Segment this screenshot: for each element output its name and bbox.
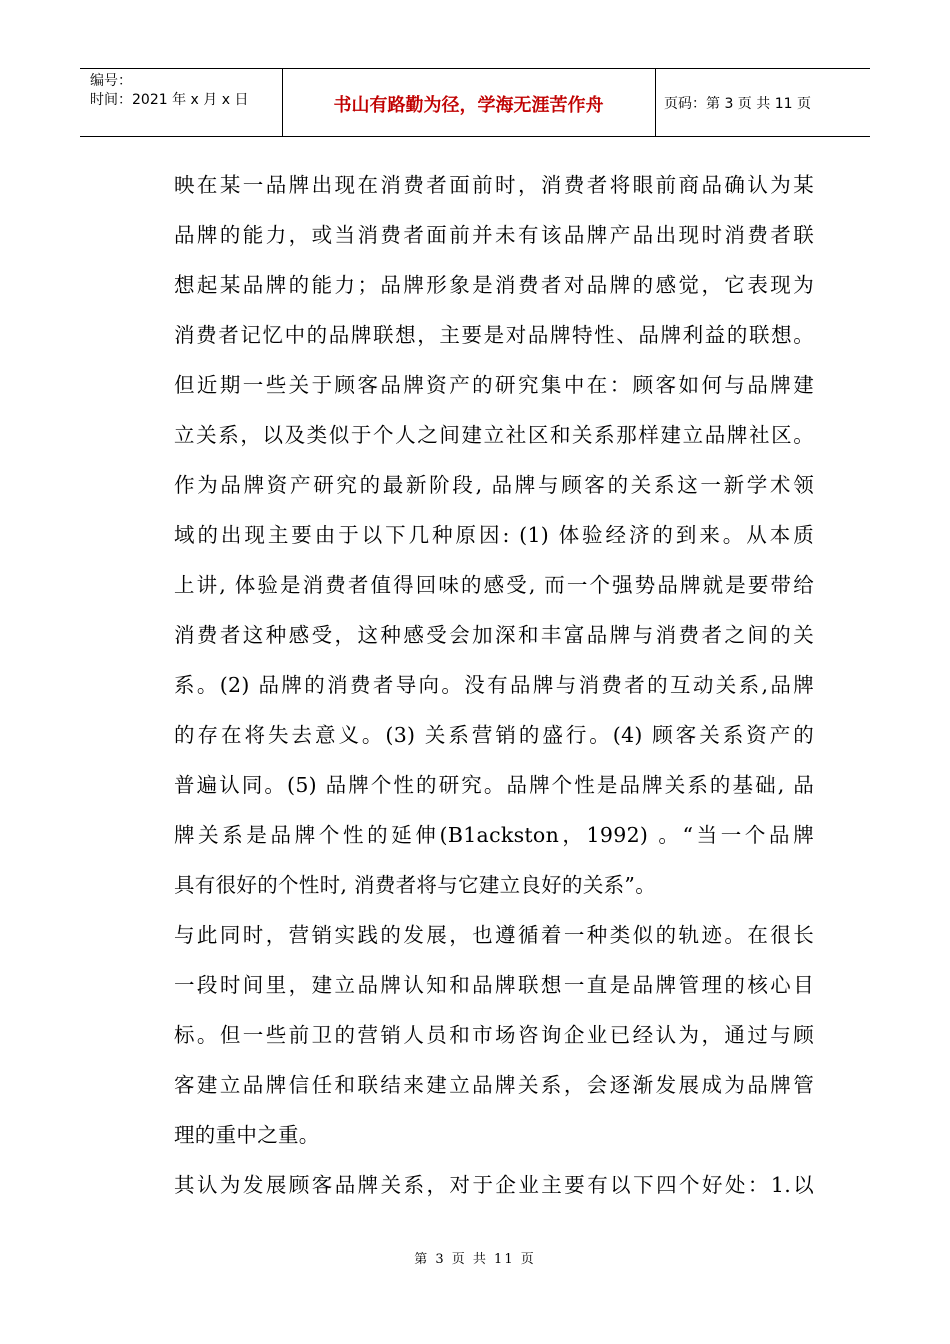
body-line: 想起某品牌的能力；品牌形象是消费者对品牌的感觉，它表现为: [174, 273, 814, 297]
body-line: 消费者这种感受，这种感受会加深和丰富品牌与消费者之间的关: [174, 623, 814, 647]
body-line: 系。(2) 品牌的消费者导向。没有品牌与消费者的互动关系,品牌: [174, 673, 814, 697]
body-line: 一段时间里，建立品牌认知和品牌联想一直是品牌管理的核心目: [174, 973, 814, 997]
body-line: 其认为发展顾客品牌关系，对于企业主要有以下四个好处：1.以: [174, 1173, 814, 1197]
body-line: 具有很好的个性时, 消费者将与它建立良好的关系”。: [174, 873, 657, 897]
body-line: 消费者记忆中的品牌联想，主要是对品牌特性、品牌利益的联想。: [174, 323, 814, 347]
document-number-label: 编号：: [90, 73, 132, 89]
body-line: 作为品牌资产研究的最新阶段, 品牌与顾客的关系这一新学术领: [174, 473, 814, 497]
header-motto: 书山有路勤为径，学海无涯苦作舟: [333, 95, 604, 116]
document-time-label: 时间：2021 年 x 月 x 日: [90, 92, 249, 108]
body-line: 映在某一品牌出现在消费者面前时，消费者将眼前商品确认为某: [174, 173, 814, 197]
body-line: 上讲, 体验是消费者值得回味的感受, 而一个强势品牌就是要带给: [174, 573, 814, 597]
document-body: [174, 160, 814, 1210]
body-line: 的存在将失去意义。(3) 关系营销的盛行。(4) 顾客关系资产的: [174, 723, 814, 747]
body-line: 牌关系是品牌个性的延伸(B1ackston，1992) 。“当一个品牌: [174, 823, 814, 847]
header-separator-right: [655, 68, 656, 136]
body-line: 品牌的能力，或当消费者面前并未有该品牌产品出现时消费者联: [174, 223, 814, 247]
header-meta: [90, 72, 248, 110]
body-line: 普遍认同。(5) 品牌个性的研究。品牌个性是品牌关系的基础, 品: [174, 773, 814, 797]
body-line: 但近期一些关于顾客品牌资产的研究集中在：顾客如何与品牌建: [174, 373, 814, 397]
header-page-code: 页码：第 3 页 共 11 页: [664, 96, 811, 112]
body-line: 标。但一些前卫的营销人员和市场咨询企业已经认为，通过与顾: [174, 1023, 814, 1047]
body-line: 与此同时，营销实践的发展，也遵循着一种类似的轨迹。在很长: [174, 923, 814, 947]
header-bottom-rule: [80, 136, 870, 137]
body-line: 立关系，以及类似于个人之间建立社区和关系那样建立品牌社区。: [174, 423, 814, 447]
header-top-rule: [80, 68, 870, 69]
body-line: 客建立品牌信任和联结来建立品牌关系，会逐渐发展成为品牌管: [174, 1073, 814, 1097]
body-line: 域的出现主要由于以下几种原因: (1) 体验经济的到来。从本质: [174, 523, 814, 547]
footer-page-number: 第 3 页 共 11 页: [414, 1252, 536, 1267]
body-line: 理的重中之重。: [174, 1123, 320, 1147]
